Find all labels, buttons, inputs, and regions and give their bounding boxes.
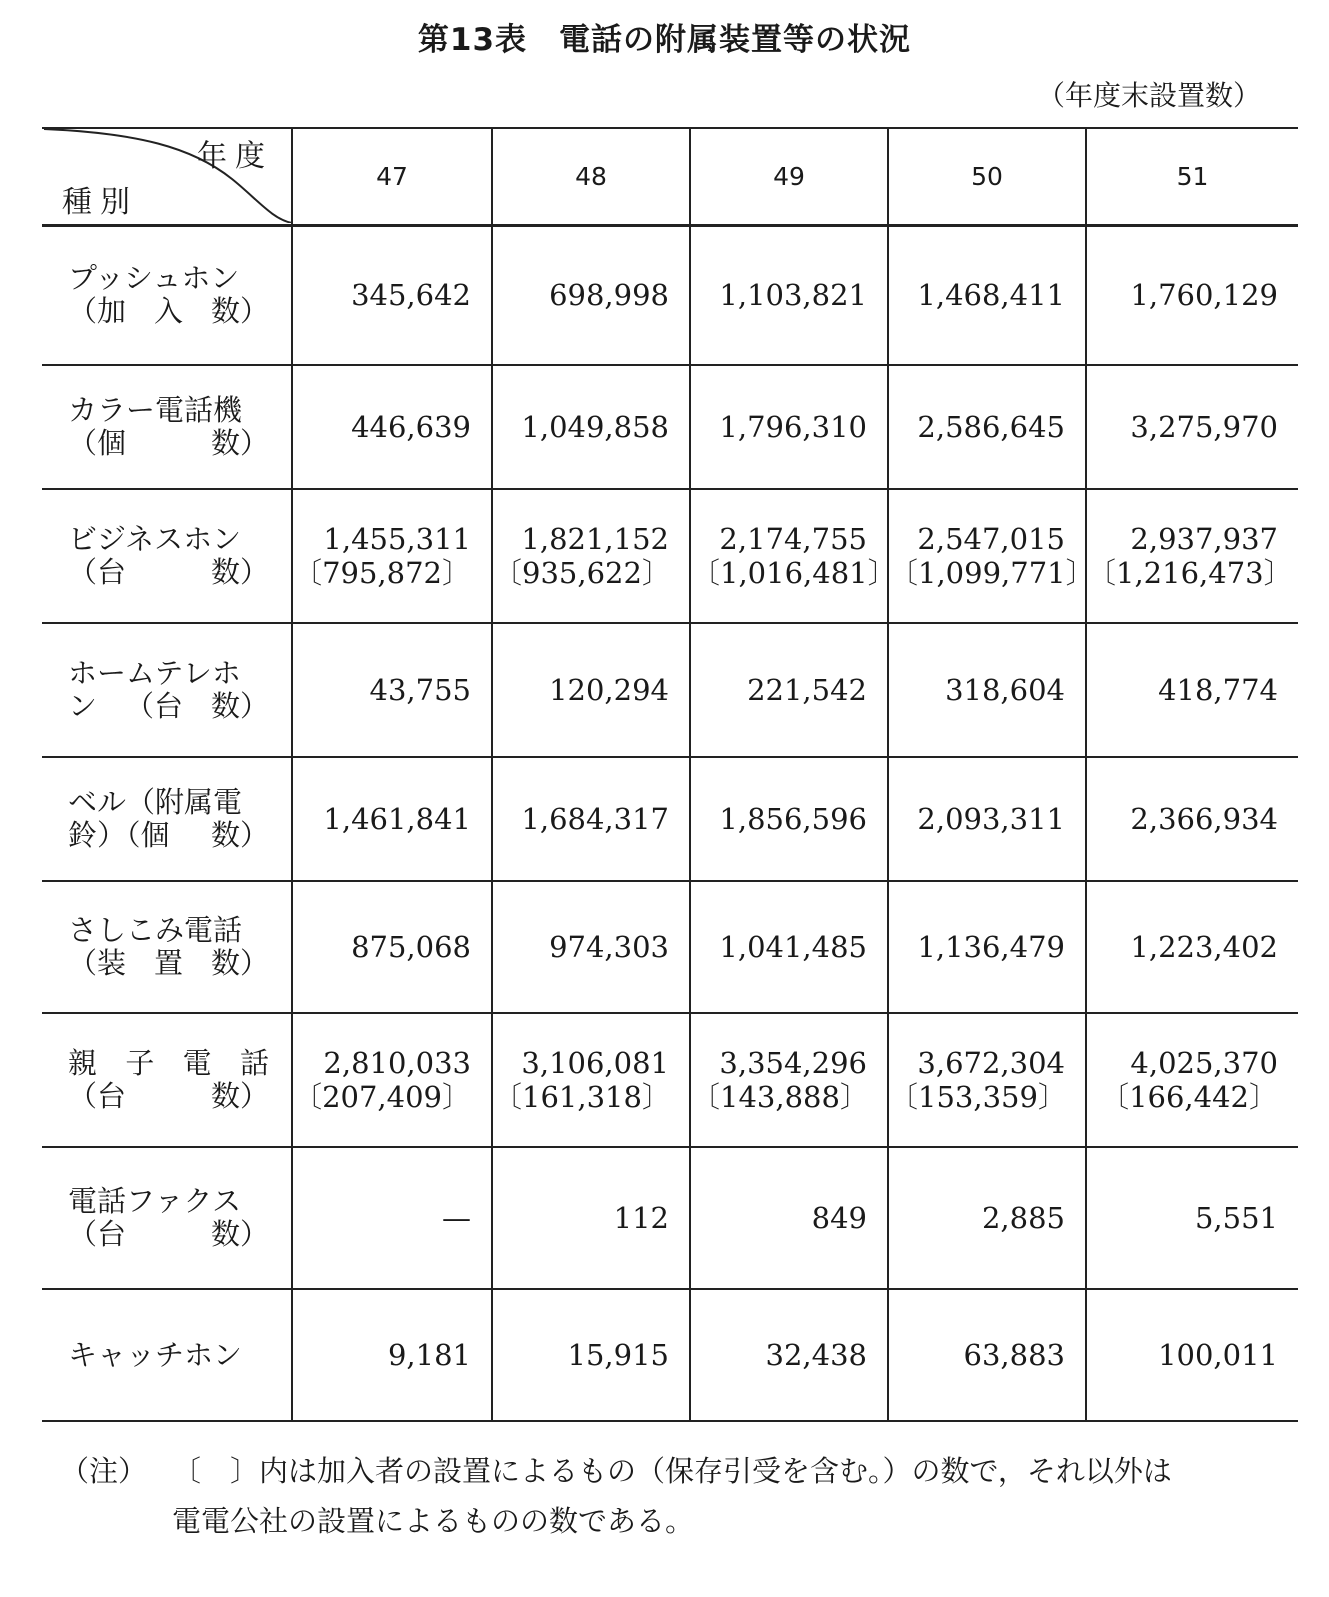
row-label-part: 数） bbox=[210, 689, 269, 723]
value-cell bbox=[690, 757, 888, 881]
cell-value: 446,639 bbox=[351, 410, 471, 444]
cell-value: 1,455,311 bbox=[323, 522, 471, 556]
corner-header-cell bbox=[42, 128, 292, 225]
value-cell bbox=[492, 881, 690, 1013]
cell-subscriber-value: 〔1,016,481〕 bbox=[691, 556, 897, 590]
cell-subscriber-value: 〔153,359〕 bbox=[889, 1080, 1067, 1114]
year-header-47: 47 bbox=[292, 128, 492, 225]
row-label-part: キャッチホン bbox=[68, 1337, 243, 1372]
cell-value: 3,275,970 bbox=[1130, 410, 1278, 444]
cell-value: 849 bbox=[811, 1201, 867, 1235]
table-row-catch-phone bbox=[42, 1289, 1298, 1421]
value-cell bbox=[888, 225, 1086, 365]
value-cell bbox=[690, 365, 888, 489]
value-cell bbox=[690, 1289, 888, 1421]
value-cell bbox=[492, 623, 690, 757]
table-row-parent-child-phone bbox=[42, 1013, 1298, 1147]
value-cell bbox=[292, 881, 492, 1013]
row-label-part: 置 bbox=[153, 946, 183, 980]
row-label-part: 数） bbox=[210, 1217, 269, 1251]
row-label-line-1 bbox=[68, 262, 269, 295]
row-label-line-1 bbox=[68, 1185, 269, 1218]
value-cell bbox=[292, 489, 492, 623]
row-label-part: 電 bbox=[182, 1046, 212, 1080]
row-label-part: 子 bbox=[125, 1046, 155, 1080]
cell-value: 345,642 bbox=[351, 278, 471, 313]
row-label bbox=[42, 225, 292, 365]
header-row bbox=[42, 128, 1298, 225]
value-cell bbox=[690, 623, 888, 757]
value-cell bbox=[690, 1147, 888, 1289]
row-label bbox=[42, 1147, 292, 1289]
cell-value: 221,542 bbox=[747, 673, 867, 707]
cell-value: 4,025,370 bbox=[1130, 1046, 1278, 1080]
table-row-phone-fax bbox=[42, 1147, 1298, 1289]
table-row-business-phone bbox=[42, 489, 1298, 623]
cell-value: 100,011 bbox=[1158, 1338, 1278, 1372]
value-cell bbox=[1086, 881, 1298, 1013]
table-row-plug-in-phone bbox=[42, 881, 1298, 1013]
row-label-part: （装 bbox=[68, 946, 127, 980]
cell-value: 3,672,304 bbox=[917, 1046, 1065, 1080]
value-cell bbox=[1086, 365, 1298, 489]
cell-subscriber-value: 〔143,888〕 bbox=[691, 1080, 869, 1114]
value-cell bbox=[888, 881, 1086, 1013]
value-cell bbox=[888, 1147, 1086, 1289]
row-label-part: 数） bbox=[210, 555, 269, 589]
table-row-home-telephone bbox=[42, 623, 1298, 757]
cell-value: 1,223,402 bbox=[1130, 930, 1278, 964]
cell-value: 2,810,033 bbox=[323, 1046, 471, 1080]
row-label-part: 電話ファクス bbox=[68, 1184, 242, 1218]
row-label-part: 親 bbox=[68, 1046, 98, 1080]
row-label-line-1 bbox=[68, 523, 269, 556]
cell-value: 112 bbox=[613, 1201, 669, 1235]
row-label-line-2 bbox=[68, 819, 269, 852]
unit-note: （年度末設置数） bbox=[1036, 79, 1261, 112]
table-row-bell bbox=[42, 757, 1298, 881]
row-label-line-2 bbox=[68, 427, 269, 460]
footnote-line-1: 〔 〕内は加入者の設置によるもの（保存引受を含む。）の数で，それ以外は bbox=[172, 1454, 1172, 1488]
row-label-part: 鈴）（個 bbox=[68, 818, 170, 852]
cell-value: 1,461,841 bbox=[323, 802, 471, 836]
footnote-line-2: 電電公社の設置によるものの数である。 bbox=[172, 1504, 695, 1538]
cell-value: 2,093,311 bbox=[917, 802, 1065, 836]
value-cell bbox=[888, 1289, 1086, 1421]
row-label bbox=[42, 1013, 292, 1147]
row-label-part: （台 bbox=[124, 689, 183, 723]
table-row-push-phone bbox=[42, 225, 1298, 365]
row-label bbox=[42, 881, 292, 1013]
cell-subscriber-value: 〔166,442〕 bbox=[1100, 1080, 1278, 1114]
value-cell bbox=[1086, 1147, 1298, 1289]
table-title: 第13表 電話の附属装置等の状況 bbox=[417, 22, 912, 58]
row-label-part: 数） bbox=[210, 818, 269, 852]
value-cell bbox=[690, 1013, 888, 1147]
year-header-48: 48 bbox=[492, 128, 690, 225]
table-row-color-phone bbox=[42, 365, 1298, 489]
cell-value: 2,885 bbox=[981, 1201, 1065, 1235]
row-label-part: 話 bbox=[239, 1046, 269, 1080]
row-label-part: ベル（附属電 bbox=[68, 785, 243, 819]
cell-subscriber-value: 〔1,099,771〕 bbox=[889, 556, 1095, 590]
row-label-line-2 bbox=[68, 1218, 269, 1251]
cell-value: 418,774 bbox=[1158, 673, 1278, 707]
row-label-part: 数） bbox=[210, 946, 269, 980]
value-cell bbox=[888, 489, 1095, 623]
year-header-50: 50 bbox=[888, 128, 1086, 225]
cell-value: 318,604 bbox=[945, 673, 1065, 707]
cell-value: 698,998 bbox=[549, 278, 669, 313]
cell-subscriber-value: 〔1,216,473〕 bbox=[1087, 556, 1293, 590]
cell-value: 2,547,015 bbox=[917, 522, 1065, 556]
row-label bbox=[42, 757, 292, 881]
value-cell bbox=[292, 365, 492, 489]
cell-value: 875,068 bbox=[351, 930, 471, 964]
value-cell bbox=[888, 1013, 1086, 1147]
cell-value: 1,760,129 bbox=[1130, 278, 1278, 313]
cell-value: 2,366,934 bbox=[1130, 802, 1278, 836]
cell-value: 43,755 bbox=[369, 673, 471, 707]
cell-value: 2,586,645 bbox=[917, 410, 1065, 444]
cell-value: 1,796,310 bbox=[719, 410, 867, 444]
row-label-line-2 bbox=[68, 1080, 269, 1113]
cell-value: 9,181 bbox=[387, 1338, 471, 1372]
cell-value: 1,136,479 bbox=[917, 930, 1065, 964]
cell-subscriber-value: 〔795,872〕 bbox=[293, 556, 471, 590]
row-label bbox=[42, 623, 292, 757]
row-label-part: プッシュホン bbox=[68, 261, 240, 296]
row-label-part: （加 bbox=[68, 294, 127, 329]
row-label-part: ン bbox=[68, 689, 98, 723]
value-cell bbox=[888, 757, 1086, 881]
value-cell bbox=[492, 1147, 690, 1289]
row-label-part: （台 bbox=[68, 555, 127, 589]
cell-value: 2,937,937 bbox=[1130, 522, 1278, 556]
row-label-part: 数） bbox=[210, 294, 269, 329]
cell-subscriber-value: 〔207,409〕 bbox=[293, 1080, 471, 1114]
row-label-part: （台 bbox=[68, 1217, 127, 1251]
cell-value: 974,303 bbox=[549, 930, 669, 964]
value-cell bbox=[1086, 1289, 1298, 1421]
cell-value: 32,438 bbox=[765, 1338, 867, 1372]
value-cell bbox=[690, 881, 888, 1013]
value-cell bbox=[492, 225, 690, 365]
cell-value: 1,821,152 bbox=[521, 522, 669, 556]
row-label bbox=[42, 489, 292, 623]
value-cell bbox=[292, 1147, 492, 1289]
row-label-part: ホームテレホ bbox=[68, 656, 241, 690]
corner-kind-label: 種別 bbox=[62, 185, 138, 221]
value-cell bbox=[690, 489, 897, 623]
value-cell bbox=[1086, 489, 1298, 623]
cell-value: 15,915 bbox=[567, 1338, 669, 1372]
row-label-part: ビジネスホン bbox=[68, 522, 242, 556]
row-label-line-2 bbox=[68, 690, 269, 723]
value-cell bbox=[492, 757, 690, 881]
row-label-part: さしこみ電話 bbox=[68, 913, 243, 947]
value-cell bbox=[1086, 225, 1298, 365]
value-cell bbox=[292, 757, 492, 881]
cell-value: 1,856,596 bbox=[719, 802, 867, 836]
cell-value: 3,354,296 bbox=[719, 1046, 867, 1080]
value-cell bbox=[888, 623, 1086, 757]
value-cell bbox=[492, 489, 690, 623]
year-header-51: 51 bbox=[1086, 128, 1298, 225]
corner-year-label: 年度 bbox=[197, 139, 273, 175]
cell-value: 3,106,081 bbox=[521, 1046, 669, 1080]
row-label-line-1 bbox=[68, 914, 269, 947]
row-label-part: カラー電話機 bbox=[68, 393, 243, 427]
row-label-line-1 bbox=[68, 1047, 269, 1080]
row-label-part: （台 bbox=[68, 1079, 127, 1113]
value-cell bbox=[888, 365, 1086, 489]
value-cell bbox=[1086, 757, 1298, 881]
footnote-mark: （注） bbox=[60, 1454, 148, 1488]
cell-value: 2,174,755 bbox=[719, 522, 867, 556]
row-label-line-1 bbox=[68, 1339, 269, 1372]
year-header-49: 49 bbox=[690, 128, 888, 225]
row-label-part: 数） bbox=[210, 426, 269, 460]
cell-value: 63,883 bbox=[963, 1338, 1065, 1372]
cell-subscriber-value: 〔935,622〕 bbox=[493, 556, 671, 590]
value-cell bbox=[492, 365, 690, 489]
value-cell bbox=[492, 1289, 690, 1421]
cell-value: 1,468,411 bbox=[917, 278, 1065, 313]
cell-value: 120,294 bbox=[549, 673, 669, 707]
row-label-part: 数） bbox=[210, 1079, 269, 1113]
row-label-line-1 bbox=[68, 394, 269, 427]
row-label-line-1 bbox=[68, 657, 269, 690]
row-label bbox=[42, 365, 292, 489]
cell-value: 1,049,858 bbox=[521, 410, 669, 444]
row-label-part: （個 bbox=[68, 426, 127, 460]
value-cell bbox=[1086, 623, 1298, 757]
row-label-line-1 bbox=[68, 786, 269, 819]
value-cell bbox=[292, 225, 492, 365]
value-cell bbox=[690, 225, 888, 365]
data-table bbox=[42, 127, 1298, 1422]
value-cell bbox=[292, 623, 492, 757]
row-label-part: 入 bbox=[153, 294, 183, 329]
cell-value: 1,103,821 bbox=[719, 278, 867, 313]
footnote bbox=[60, 1446, 1172, 1546]
cell-value: — bbox=[442, 1201, 471, 1235]
row-label-line-2 bbox=[68, 556, 269, 589]
value-cell bbox=[492, 1013, 690, 1147]
cell-value: 1,684,317 bbox=[521, 802, 669, 836]
value-cell bbox=[292, 1013, 492, 1147]
row-label bbox=[42, 1289, 292, 1421]
cell-value: 5,551 bbox=[1194, 1201, 1278, 1235]
cell-subscriber-value: 〔161,318〕 bbox=[493, 1080, 671, 1114]
cell-value: 1,041,485 bbox=[719, 930, 867, 964]
row-label-line-2 bbox=[68, 947, 269, 980]
value-cell bbox=[292, 1289, 492, 1421]
row-label-line-2 bbox=[68, 295, 269, 328]
value-cell bbox=[1086, 1013, 1298, 1147]
